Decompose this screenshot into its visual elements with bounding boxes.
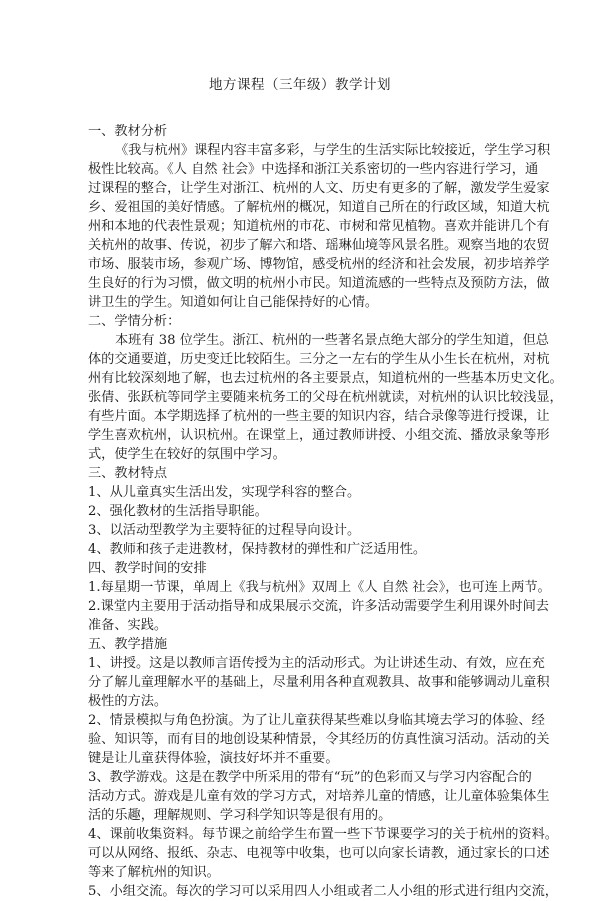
paragraph-line: 极性比较高。《人 自然 社会》中选择和浙江关系密切的一些内容进行学习，通 [88,162,539,177]
paragraph-line: 体的交通要道，历史变迁比较陌生。三分之一左右的学生从小生长在杭州，对杭 [88,352,550,367]
paragraph-line: 有些片面。本学期选择了杭州的一些主要的知识内容，结合录像等进行授课，让 [88,409,550,424]
paragraph-line: 3、教学游戏。这是在教学中所采用的带有“玩”的色彩而又与学习内容配合的 [88,770,532,785]
paragraph-line: 2、情景模拟与角色扮演。为了让儿童获得某些难以身临其境去学习的体验、经 [88,713,545,728]
section-heading: 二、学情分析： [88,314,181,329]
paragraph-line: 活的乐趣，理解规则、学习科学知识等是很有用的。 [88,808,392,823]
section-heading: 四、教学时间的安排 [88,561,207,576]
paragraph-line: 关杭州的故事、传说，初步了解六和塔、瑶琳仙境等风景名胜。观察当地的农贸 [88,238,550,253]
section-heading: 三、教材特点 [88,466,168,481]
section-heading: 一、教材分析 [88,124,168,139]
section [88,464,510,559]
paragraph-line: 州和本地的代表性景观；知道杭州的市花、市树和常见植物。喜欢并能讲几个有 [88,219,550,234]
paragraph-line: 1、讲授。这是以教师言语传授为主的活动形式。为让讲述生动、有效，应在充 [88,656,545,671]
paragraph-line: 5、小组交流。每次的学习可以采用四人小组或者二人小组的形式进行组内交流， [88,884,558,899]
paragraph-line: 州有比较深刻地了解，也去过杭州的各主要景点，知道杭州的一些基本历史文化。 [88,371,563,386]
document-title: 地方课程（三年级）教学计划 [209,77,391,93]
paragraph-line: 准备、实践。 [88,618,168,633]
paragraph-line: 《我与杭州》课程内容丰富多彩，与学生的生活实际比较接近，学生学习积 [115,143,551,158]
paragraph-line: 本班有 38 位学生。浙江、杭州的一些著名景点绝大部分的学生知道，但总 [115,333,549,348]
paragraph-line: 生良好的行为习惯，做文明的杭州小市民。知道流感的一些特点及预防方法，做 [88,276,550,291]
paragraph-line: 可以从网络、报纸、杂志、电视等中收集，也可以向家长请教，通过家长的口述 [88,846,550,861]
paragraph-line: 3、以活动型教学为主要特征的过程导向设计。 [88,523,361,538]
section [88,122,551,312]
paragraph-line: 4、课前收集资料。每节课之前给学生布置一些下节课要学习的关于杭州的资料。 [88,827,558,842]
paragraph-line: 4、教师和孩子走进教材，保持教材的弹性和广泛适用性。 [88,542,427,557]
paragraph-line: 过课程的整合，让学生对浙江、杭州的人文、历史有更多的了解，激发学生爱家 [88,181,550,196]
paragraph-line: 张倩、张跃杭等同学主要随来杭务工的父母在杭州就读，对杭州的认识比较浅显， [88,390,563,405]
paragraph-line: 学生喜欢杭州，认识杭州。在课堂上，通过教师讲授、小组交流、播放录象等形 [88,428,550,443]
section [88,312,563,464]
paragraph-line: 1、从儿童真实生活出发，实现学科容的整合。 [88,485,361,500]
paragraph-line: 2、强化教材的生活指导职能。 [88,504,268,519]
paragraph-line: 等来了解杭州的知识。 [88,865,220,880]
paragraph-line: 分了解儿童理解水平的基础上，尽量利用各种直观教具、故事和能够调动儿童积 [88,675,550,690]
paragraph-line: 键是让儿童获得体验，演技好坏并不重要。 [88,751,339,766]
paragraph-line: 验、知识等，而有目的地创设某种情景，令其经历的仿真性演习活动。活动的关 [88,732,550,747]
section [88,635,558,901]
paragraph-line: 1.每星期一节课，单周上《我与杭州》双周上《人 自然 社会》，也可连上两节。 [88,580,551,595]
paragraph-line: 乡、爱祖国的美好情感。了解杭州的概况，知道自己所在的行政区域，知道大杭 [88,200,550,215]
section [88,559,551,635]
document-body [88,122,563,901]
section-heading: 五、教学措施 [88,637,168,652]
paragraph-line: 讲卫生的学生。知道如何让自己能保持好的心情。 [88,295,379,310]
paragraph-line: 市场、服装市场，参观广场、博物馆，感受杭州的经济和社会发展，初步培养学 [88,257,550,272]
paragraph-line: 2.课堂内主要用于活动指导和成果展示交流，许多活动需要学生利用课外时间去 [88,599,549,614]
paragraph-line: 极性的方法。 [88,694,168,709]
paragraph-line: 式，使学生在较好的氛围中学习。 [88,447,286,462]
paragraph-line: 活动方式。游戏是儿童有效的学习方式，对培养儿童的情感，让儿童体验集体生 [88,789,550,804]
